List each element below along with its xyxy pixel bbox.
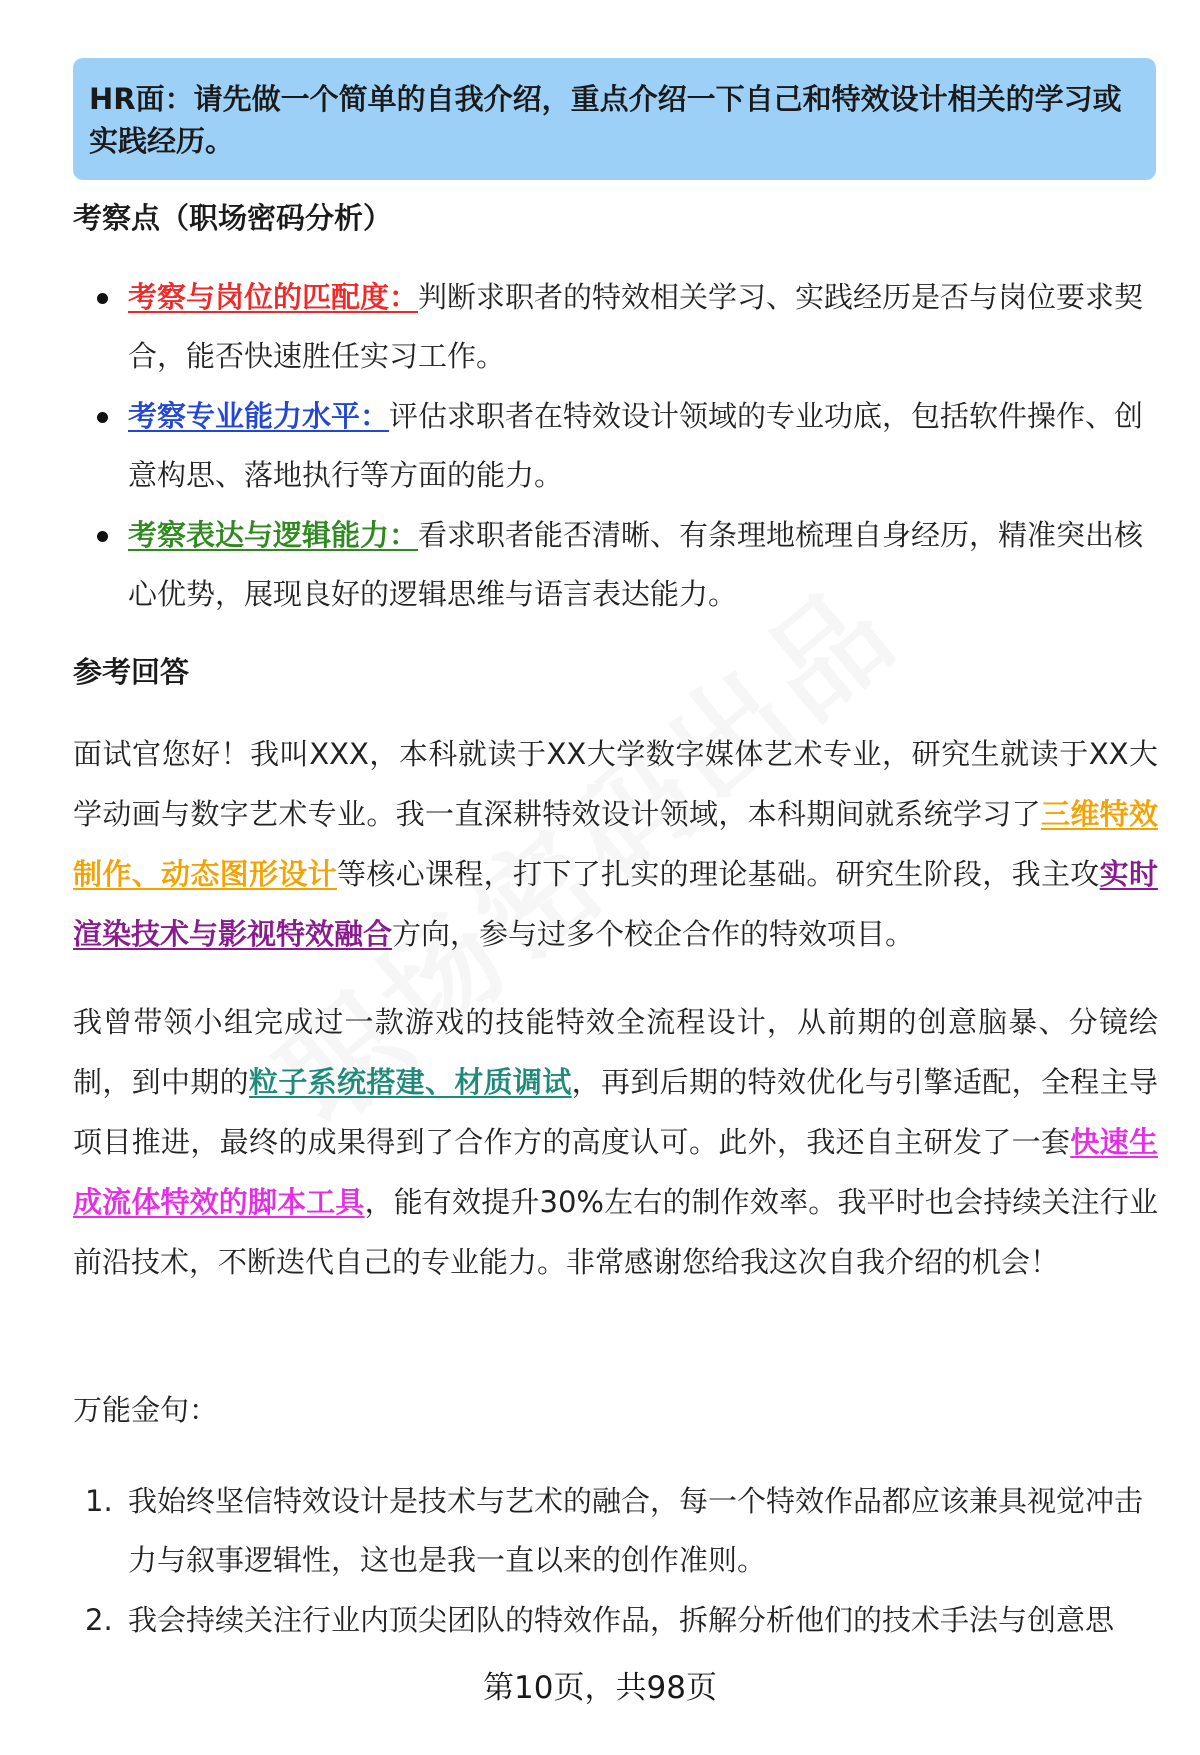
paragraph-text: 面试官您好！我叫XXX，本科就读于XX大学数字媒体艺术专业，研究生就读于XX大学动画与数字艺术专业。我一直深耕特效设计领域，本科期间就系统学习了: [73, 737, 1158, 831]
bullet-icon: [97, 412, 108, 423]
analysis-item-text: 评估求职者在特效设计领域的专业功底，包括软件操作、创意构思、落地执行等方面的能力。: [128, 399, 1144, 492]
analysis-item: [73, 506, 1158, 624]
paragraph-highlight: 实时渲染技术与影视特效融合: [73, 857, 1158, 951]
analysis-item: [73, 387, 1158, 505]
analysis-item: [73, 268, 1158, 386]
bullet-icon: [97, 531, 108, 542]
paragraph-highlight: 粒子系统搭建、材质调试: [249, 1065, 572, 1099]
paragraph-text: 方向，参与过多个校企合作的特效项目。: [392, 917, 915, 951]
list-number: 1.: [85, 1484, 113, 1518]
paragraph-text: 我曾带领小组完成过一款游戏的技能特效全流程设计，从前期的创意脑暴、分镜绘制，到中期的: [73, 1005, 1158, 1099]
analysis-heading: 考察点（职场密码分析）: [73, 201, 393, 235]
analysis-item-text: 判断求职者的特效相关学习、实践经历是否与岗位要求契合，能否快速胜任实习工作。: [128, 280, 1144, 373]
question-box: [73, 58, 1156, 180]
golden-item: [73, 1472, 1158, 1590]
golden-list: [73, 1472, 1158, 1651]
analysis-item-highlight: 考察表达与逻辑能力：: [128, 518, 419, 552]
golden-item-text: 我始终坚信特效设计是技术与艺术的融合，每一个特效作品都应该兼具视觉冲击力与叙事逻辑性，这也是我一直以来的创作准则。: [128, 1484, 1144, 1577]
list-number: 2.: [85, 1603, 113, 1637]
bullet-icon: [97, 293, 108, 304]
analysis-list: [73, 268, 1158, 625]
paragraph-text: 等核心课程，打下了扎实的理论基础。研究生阶段，我主攻: [337, 857, 1100, 891]
golden-heading: 万能金句：: [73, 1393, 219, 1427]
answer-paragraph-2: [73, 992, 1158, 1292]
golden-item: [73, 1591, 1158, 1650]
golden-item-text: 我会持续关注行业内顶尖团队的特效作品，拆解分析他们的技术手法与创意思: [128, 1603, 1115, 1637]
paragraph-text: ，再到后期的特效优化与引擎适配，全程主导项目推进，最终的成果得到了合作方的高度认可。此外，我还自主研发了一套: [73, 1065, 1158, 1159]
analysis-item-highlight: 考察与岗位的匹配度：: [128, 280, 419, 314]
analysis-item-text: 看求职者能否清晰、有条理地梳理自身经历，精准突出核心优势，展现良好的逻辑思维与语言表达能力。: [128, 518, 1144, 611]
answer-paragraph-1: [73, 724, 1158, 964]
paragraph-highlight: 三维特效制作、动态图形设计: [73, 797, 1158, 891]
answer-heading: 参考回答: [73, 655, 190, 689]
page-number: 第10页，共98页: [483, 1670, 717, 1706]
paragraph-highlight: 快速生成流体特效的脚本工具: [73, 1125, 1158, 1219]
paragraph-text: ，能有效提升30%左右的制作效率。我平时也会持续关注行业前沿技术，不断迭代自己的专业能力。非常感谢您给我这次自我介绍的机会！: [73, 1185, 1158, 1279]
analysis-item-highlight: 考察专业能力水平：: [128, 399, 390, 433]
question-text: HR面：请先做一个简单的自我介绍，重点介绍一下自己和特效设计相关的学习或实践经历。: [89, 82, 1122, 158]
